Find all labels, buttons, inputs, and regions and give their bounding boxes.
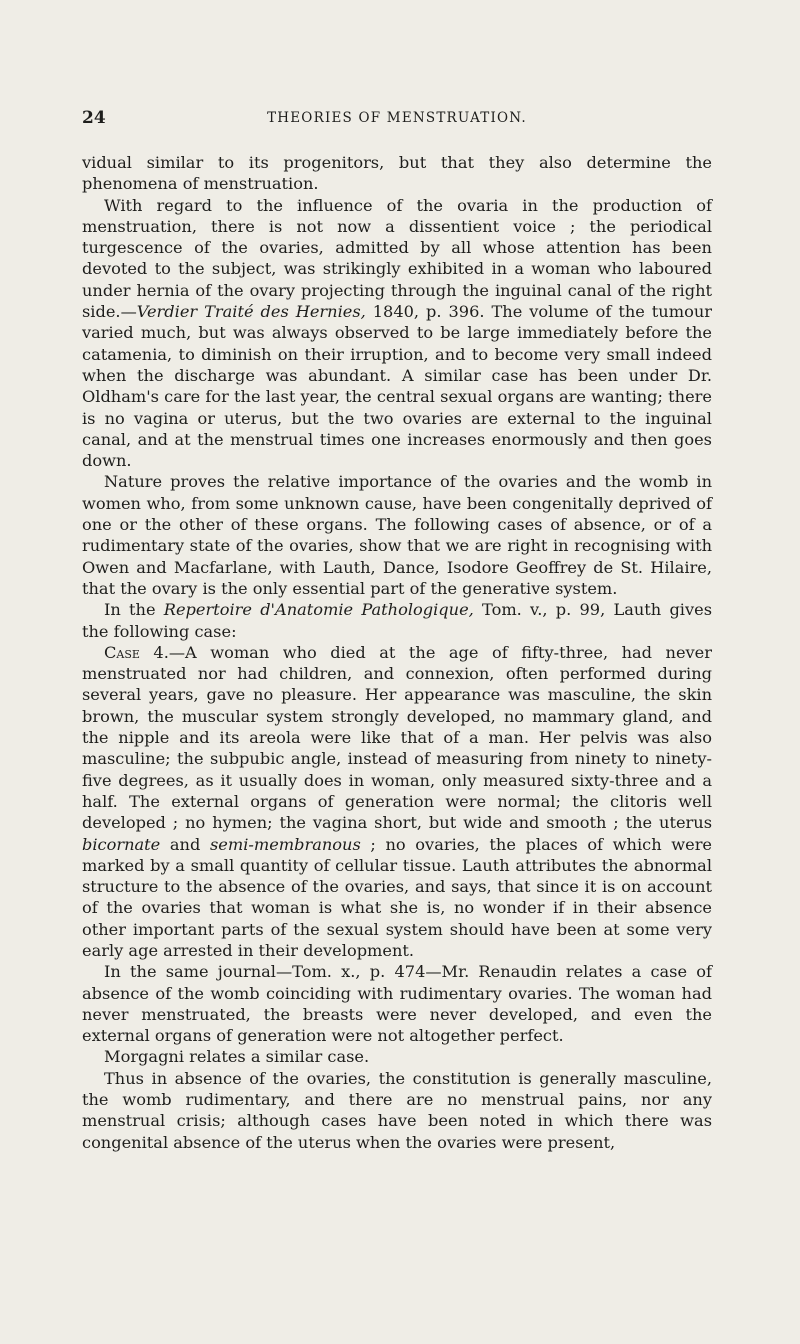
paragraph-2-text-a: With regard to the influence of the ovaria in the production of menstruation, there is not now a dissentient voice ; the periodical turgescence of the ovaries, admitted by all whose attention has been devoted to the subject, was strikingly exhibited in a woman who laboured under hernia of the ovary projecting through the inguinal canal of the right side.— [82,195,712,322]
term-semi-membranous: semi-membranous [209,834,361,854]
paragraph-2-text-b: 1840, p. 396. The volume of the tumour varied much, but was always observed to be large immediately before the catamenia, to diminish on their irruption, and to become very small indeed when the discharge was abundant. A similar case has been under Dr. Oldham's care for the last year, the central sexual organs are wanting; there is no vagina or uterus, but the two ovaries are external to the inguinal canal, and at the menstrual times one increases enormously and then goes down. [82,302,712,471]
paragraph-4-text-a: In the [104,600,164,620]
page-header [82,108,712,132]
running-title: THEORIES OF MENSTRUATION. [267,110,527,126]
paragraph-5-text-mid: and [160,834,210,854]
body-text [82,152,712,1153]
page-number: 24 [82,108,106,128]
paragraph-6: In the same journal—Tom. x., p. 474—Mr. Renaudin relates a case of absence of the womb coinciding with rudimentary ovaries. The woman had never menstruated, the breasts were never developed, and even the external organs of generation were not altogether perfect. [82,962,712,1046]
term-bicornate: bicornate [82,834,161,854]
paragraph-4 [82,599,712,642]
paragraph-1: vidual similar to its progenitors, but that they also determine the phenomena of menstruation. [82,153,712,194]
paragraph-4-text-b: Tom. v., p. 99, Lauth gives the following case: [82,600,713,641]
paragraph-5-case-4 [82,642,712,961]
paragraph-7: Morgagni relates a similar case. [104,1047,370,1067]
paragraph-2 [82,195,712,472]
paragraph-5-text-a: —A woman who died at the age of fifty-three, had never menstruated nor had children, and connexion, often performed during several years, gave no pleasure. Her appearance was masculine, the skin brown, the muscular system strongly developed, no mammary gland, and the nipple and its areola were like that of a man. Her pelvis was also masculine; the subpubic angle, instead of measuring from ninety to ninety-five degrees, as it usually does in woman, only measured sixty-three and a half. The external organs of generation were normal; the clitoris well developed ; no hymen; the vagina short, but wide and smooth ; the uterus [82,642,712,833]
paragraph-3: Nature proves the relative importance of the ovaries and the womb in women who, from some unknown cause, have been congenitally deprived of one or the other of these organs. The following cases of absence, or of a rudimentary state of the ovaries, show that we are right in recognising with Owen and Macfarlane, with Lauth, Dance, Isodore Geoffrey de St. Hilaire, that the ovary is the only essential part of the generative system. [82,472,712,598]
citation-verdier: Verdier Traité des Hernies, [136,302,366,322]
paragraph-5-text-b: ; no ovaries, the places of which were marked by a small quantity of cellular tissue. Lauth attributes the abnormal structure to the absence of the ovaries, and says, that since it is on account of the ovaries that woman is what she is, no wonder if in their absence other important parts of the sexual system should have been at some very early age arrested in their development. [82,834,713,960]
citation-repertoire: Repertoire d'Anatomie Pathologique, [163,600,474,620]
case-label: Case 4. [104,642,169,662]
paragraph-8: Thus in absence of the ovaries, the constitution is generally masculine, the womb rudimentary, and there are no menstrual pains, nor any menstrual crisis; although cases have been noted in which there was congenital absence of the uterus when the ovaries were present, [82,1068,712,1152]
